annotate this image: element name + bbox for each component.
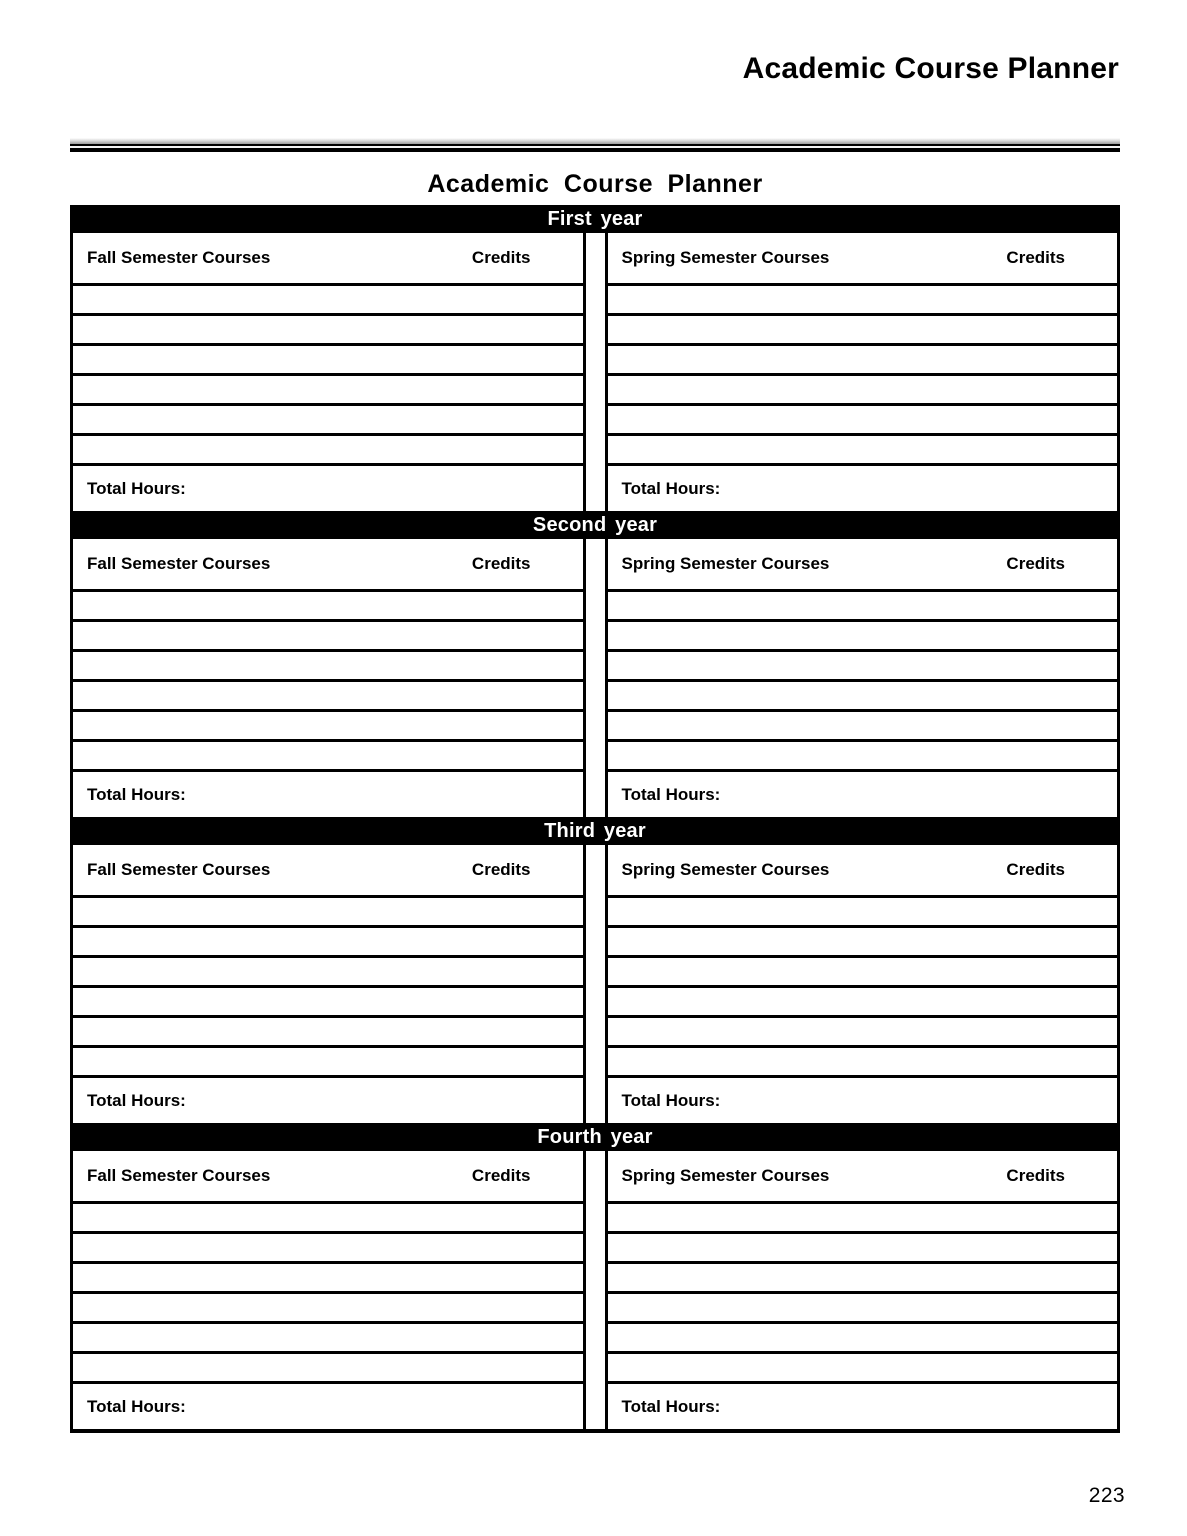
- course-entry-row[interactable]: [73, 742, 583, 772]
- year-body: [70, 539, 1120, 817]
- credits-column-header: Credits: [471, 1166, 531, 1185]
- courses-column-header: Spring Semester Courses: [621, 248, 830, 267]
- header-divider-rule: [70, 138, 1120, 152]
- course-entry-row[interactable]: [73, 1234, 583, 1264]
- course-entry-row[interactable]: [73, 376, 583, 406]
- semester-table-fall: [70, 233, 586, 511]
- course-entry-row[interactable]: [608, 286, 1118, 316]
- course-entry-row[interactable]: [73, 1204, 583, 1234]
- page-number: 223: [1088, 1484, 1125, 1507]
- course-entry-row[interactable]: [73, 592, 583, 622]
- course-entry-row[interactable]: [73, 346, 583, 376]
- course-entry-row[interactable]: [608, 652, 1118, 682]
- year-body: [70, 845, 1120, 1123]
- total-hours-label: Total Hours:: [621, 1090, 721, 1110]
- course-entry-row[interactable]: [608, 1264, 1118, 1294]
- courses-column-header: Spring Semester Courses: [621, 860, 830, 879]
- credits-column-header: Credits: [1006, 1166, 1065, 1185]
- course-entry-row[interactable]: [73, 928, 583, 958]
- course-entry-row[interactable]: [608, 592, 1118, 622]
- total-hours-label: Total Hours:: [87, 478, 186, 498]
- courses-column-header: Spring Semester Courses: [621, 554, 830, 573]
- course-entry-row[interactable]: [608, 742, 1118, 772]
- total-hours-row[interactable]: [608, 1384, 1118, 1429]
- course-entry-row[interactable]: [608, 436, 1118, 466]
- semester-table-spring: [605, 539, 1121, 817]
- course-entry-row[interactable]: [608, 682, 1118, 712]
- semester-header-row: [608, 1151, 1118, 1204]
- planner-bottom-rule: [70, 1429, 1120, 1433]
- course-entry-row[interactable]: [608, 1354, 1118, 1384]
- course-entry-row[interactable]: [608, 1324, 1118, 1354]
- semester-table-spring: [605, 233, 1121, 511]
- total-hours-label: Total Hours:: [87, 784, 186, 804]
- total-hours-label: Total Hours:: [621, 784, 721, 804]
- semester-header-row: [73, 539, 583, 592]
- courses-column-header: Fall Semester Courses: [87, 554, 271, 573]
- course-entry-row[interactable]: [73, 1018, 583, 1048]
- course-entry-row[interactable]: [608, 958, 1118, 988]
- semester-header-row: [608, 539, 1118, 592]
- course-entry-row[interactable]: [608, 1234, 1118, 1264]
- semester-header-row: [73, 845, 583, 898]
- year-body: [70, 1151, 1120, 1429]
- planner-years-container: [70, 205, 1120, 1429]
- course-entry-row[interactable]: [73, 436, 583, 466]
- year-section: [70, 205, 1120, 511]
- courses-column-header: Fall Semester Courses: [87, 248, 271, 267]
- credits-column-header: Credits: [471, 860, 531, 879]
- course-entry-row[interactable]: [73, 622, 583, 652]
- course-entry-row[interactable]: [608, 898, 1118, 928]
- courses-column-header: Fall Semester Courses: [87, 1166, 271, 1185]
- total-hours-label: Total Hours:: [621, 1396, 721, 1416]
- total-hours-label: Total Hours:: [87, 1396, 186, 1416]
- total-hours-row[interactable]: [608, 466, 1118, 511]
- year-body: [70, 233, 1120, 511]
- semester-header-row: [73, 1151, 583, 1204]
- year-section: [70, 817, 1120, 1123]
- semester-table-spring: [605, 1151, 1121, 1429]
- total-hours-label: Total Hours:: [621, 478, 721, 498]
- course-entry-row[interactable]: [73, 652, 583, 682]
- total-hours-row[interactable]: [73, 772, 583, 817]
- year-band-header: Third year: [70, 817, 1120, 845]
- course-entry-row[interactable]: [608, 346, 1118, 376]
- course-entry-row[interactable]: [73, 406, 583, 436]
- credits-column-header: Credits: [1006, 554, 1065, 573]
- course-entry-row[interactable]: [73, 1354, 583, 1384]
- credits-column-header: Credits: [1006, 248, 1065, 267]
- total-hours-row[interactable]: [73, 1078, 583, 1123]
- courses-column-header: Fall Semester Courses: [87, 860, 271, 879]
- course-entry-row[interactable]: [73, 1324, 583, 1354]
- semester-table-fall: [70, 539, 586, 817]
- total-hours-label: Total Hours:: [87, 1090, 186, 1110]
- credits-column-header: Credits: [471, 554, 531, 573]
- year-section: [70, 1123, 1120, 1429]
- planner-title: Academic Course Planner: [427, 170, 763, 198]
- courses-column-header: Spring Semester Courses: [621, 1166, 830, 1185]
- total-hours-row[interactable]: [608, 1078, 1118, 1123]
- course-entry-row[interactable]: [608, 1294, 1118, 1324]
- course-entry-row[interactable]: [608, 988, 1118, 1018]
- course-entry-row[interactable]: [73, 682, 583, 712]
- semester-table-fall: [70, 845, 586, 1123]
- course-entry-row[interactable]: [608, 406, 1118, 436]
- course-entry-row[interactable]: [73, 286, 583, 316]
- year-band-header: First year: [70, 205, 1120, 233]
- course-entry-row[interactable]: [608, 1018, 1118, 1048]
- year-band-header: Second year: [70, 511, 1120, 539]
- course-entry-row[interactable]: [608, 928, 1118, 958]
- year-section: [70, 511, 1120, 817]
- course-entry-row[interactable]: [608, 316, 1118, 346]
- course-planner: [70, 170, 1120, 1433]
- course-entry-row[interactable]: [73, 316, 583, 346]
- course-entry-row[interactable]: [608, 712, 1118, 742]
- total-hours-row[interactable]: [73, 1384, 583, 1429]
- semester-header-row: [608, 233, 1118, 286]
- course-entry-row[interactable]: [608, 376, 1118, 406]
- course-entry-row[interactable]: [608, 622, 1118, 652]
- semester-table-fall: [70, 1151, 586, 1429]
- course-entry-row[interactable]: [73, 958, 583, 988]
- course-entry-row[interactable]: [73, 712, 583, 742]
- credits-column-header: Credits: [1006, 860, 1065, 879]
- course-entry-row[interactable]: [608, 1048, 1118, 1078]
- course-entry-row[interactable]: [73, 1294, 583, 1324]
- course-entry-row[interactable]: [73, 898, 583, 928]
- course-entry-row[interactable]: [73, 1264, 583, 1294]
- total-hours-row[interactable]: [73, 466, 583, 511]
- semester-table-spring: [605, 845, 1121, 1123]
- page-title: Academic Course Planner: [742, 52, 1119, 85]
- rule-lower-line: [70, 148, 1120, 152]
- page-running-head: [743, 52, 1119, 85]
- year-band-header: Fourth year: [70, 1123, 1120, 1151]
- course-entry-row[interactable]: [73, 988, 583, 1018]
- total-hours-row[interactable]: [608, 772, 1118, 817]
- course-entry-row[interactable]: [608, 1204, 1118, 1234]
- course-entry-row[interactable]: [73, 1048, 583, 1078]
- semester-header-row: [73, 233, 583, 286]
- credits-column-header: Credits: [471, 248, 531, 267]
- semester-header-row: [608, 845, 1118, 898]
